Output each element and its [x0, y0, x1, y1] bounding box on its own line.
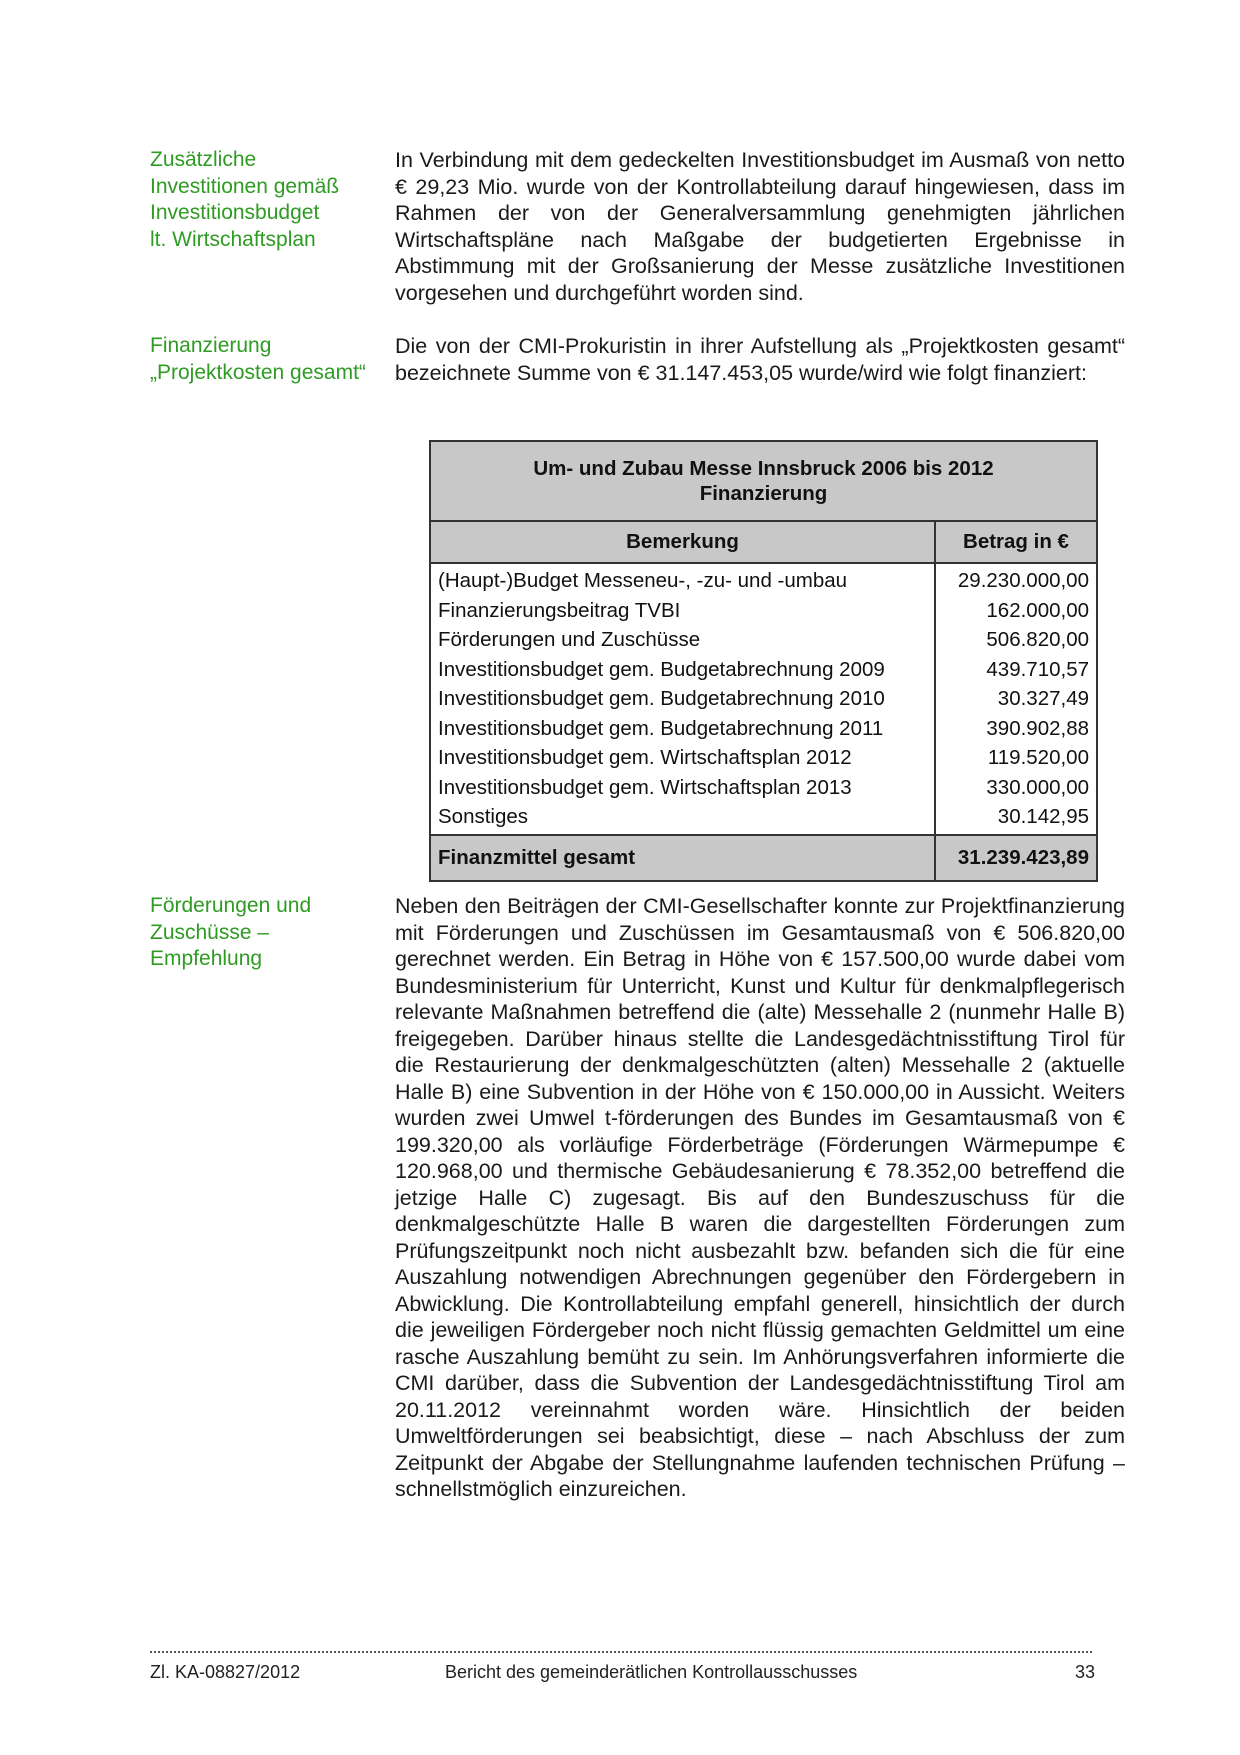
row-amount: 390.902,88 — [935, 714, 1097, 744]
margin-heading: Finanzierung „Projektkosten gesamt“ — [150, 334, 366, 384]
footer-title: Bericht des gemeinderätlichen Kontrollausschusses — [445, 1662, 858, 1682]
margin-heading: Zusätzliche Investitionen gemäß Investitionsbudget lt. Wirtschaftsplan — [150, 148, 340, 251]
row-label: Sonstiges — [430, 802, 935, 835]
total-row — [430, 835, 1097, 881]
row-label: Investitionsbudget gem. Budgetabrechnung 2010 — [430, 684, 935, 714]
financing-table — [429, 440, 1098, 882]
row-amount: 439.710,57 — [935, 655, 1097, 685]
paragraph: Die von der CMI-Prokuristin in ihrer Aufstellung als „Projektkosten gesamt“ bezeichnete Summe von € 31.147.453,05 wurde/wird wie folgt finanziert: — [395, 334, 1125, 385]
column-header-amount: Betrag in € — [935, 521, 1097, 563]
table-body — [430, 563, 1097, 835]
row-amount: 29.230.000,00 — [935, 563, 1097, 596]
row-amount: 119.520,00 — [935, 743, 1097, 773]
row-label: Investitionsbudget gem. Budgetabrechnung 2011 — [430, 714, 935, 744]
table-row — [430, 655, 1097, 685]
table-row — [430, 563, 1097, 596]
table-row — [430, 773, 1097, 803]
row-amount: 30.142,95 — [935, 802, 1097, 835]
footer-reference: Zl. KA-08827/2012 — [150, 1662, 301, 1682]
total-amount: 31.239.423,89 — [935, 835, 1097, 881]
table-row — [430, 684, 1097, 714]
table-row — [430, 714, 1097, 744]
table-row — [430, 743, 1097, 773]
row-label: Investitionsbudget gem. Wirtschaftsplan 2012 — [430, 743, 935, 773]
table-title: Um- und Zubau Messe Innsbruck 2006 bis 2012 Finanzierung — [430, 441, 1097, 521]
table-row — [430, 625, 1097, 655]
footer-divider — [150, 1651, 1092, 1653]
total-label: Finanzmittel gesamt — [430, 835, 935, 881]
row-amount: 506.820,00 — [935, 625, 1097, 655]
row-amount: 162.000,00 — [935, 596, 1097, 626]
margin-heading: Förderungen und Zuschüsse – Empfehlung — [150, 894, 312, 970]
column-header-remark: Bemerkung — [430, 521, 935, 563]
row-label: Investitionsbudget gem. Budgetabrechnung 2009 — [430, 655, 935, 685]
row-label: Finanzierungsbeitrag TVBI — [430, 596, 935, 626]
row-label: Investitionsbudget gem. Wirtschaftsplan 2013 — [430, 773, 935, 803]
row-amount: 330.000,00 — [935, 773, 1097, 803]
row-label: (Haupt-)Budget Messeneu-, -zu- und -umbau — [430, 563, 935, 596]
paragraph: In Verbindung mit dem gedeckelten Investitionsbudget im Ausmaß von netto € 29,23 Mio. wurde von der Kontrollabteilung darauf hingewiesen, dass im Rahmen der von der Generalversammlung genehmigten jährlichen Wirtschaftspläne nach Maßgabe der budgetierten Ergebnisse in Abstimmung mit der Großsanierung der Messe zusätzliche Investitionen vorgesehen und durchgeführt worden sind. — [395, 148, 1125, 305]
table-row — [430, 596, 1097, 626]
paragraph: Neben den Beiträgen der CMI-Gesellschafter konnte zur Projektfinanzierung mit Förderungen und Zuschüssen im Gesamtausmaß von € 506.820,00 gerechnet werden. Ein Betrag in Höhe von € 157.500,00 wurde dabei vom Bundesministerium für Unterricht, Kunst und Kultur für denkmalpflegerisch relevante Maßnahmen betreffend die (alte) Messehalle 2 (nunmehr Halle B) freigegeben. Darüber hinaus stellte die Landesgedächtnisstiftung Tirol für die Restaurierung der denkmalgeschützten (alten) Messehalle 2 (aktuelle Halle B) eine Subvention in der Höhe von € 150.000,00 in Aussicht. Weiters wurden zwei Umwel t-förderungen des Bundes im Gesamtausmaß von € 199.320,00 als vorläufige Förderbeträge (Förderungen Wärmepumpe € 120.968,00 und thermische Gebäudesanierung € 78.352,00 betreffend die jetzige Halle C) zugesagt. Bis auf den Bundeszuschuss für die denkmalgeschützte Halle B waren die dargestellten Förderungen zum Prüfungszeitpunkt noch nicht ausbezahlt bzw. befanden sich die für eine Auszahlung notwendigen Abrechnungen gegenüber den Fördergebern in Abwicklung. Die Kontrollabteilung empfahl generell, hinsichtlich der durch die jeweiligen Fördergeber noch nicht flüssig gemachten Geldmittel um eine rasche Auszahlung bemüht zu sein. Im Anhörungsverfahren informierte die CMI darüber, dass die Subvention der Landesgedächtnisstiftung Tirol am 20.11.2012 vereinnahmt worden wäre. Hinsichtlich der beiden Umweltförderungen sei beabsichtigt, diese – nach Abschluss der zum Zeitpunkt der Abgabe der Stellungnahme laufenden technischen Prüfung – schnellstmöglich einzureichen. — [395, 894, 1125, 1501]
row-label: Förderungen und Zuschüsse — [430, 625, 935, 655]
page-number: 33 — [1075, 1662, 1096, 1682]
row-amount: 30.327,49 — [935, 684, 1097, 714]
table-row — [430, 802, 1097, 835]
